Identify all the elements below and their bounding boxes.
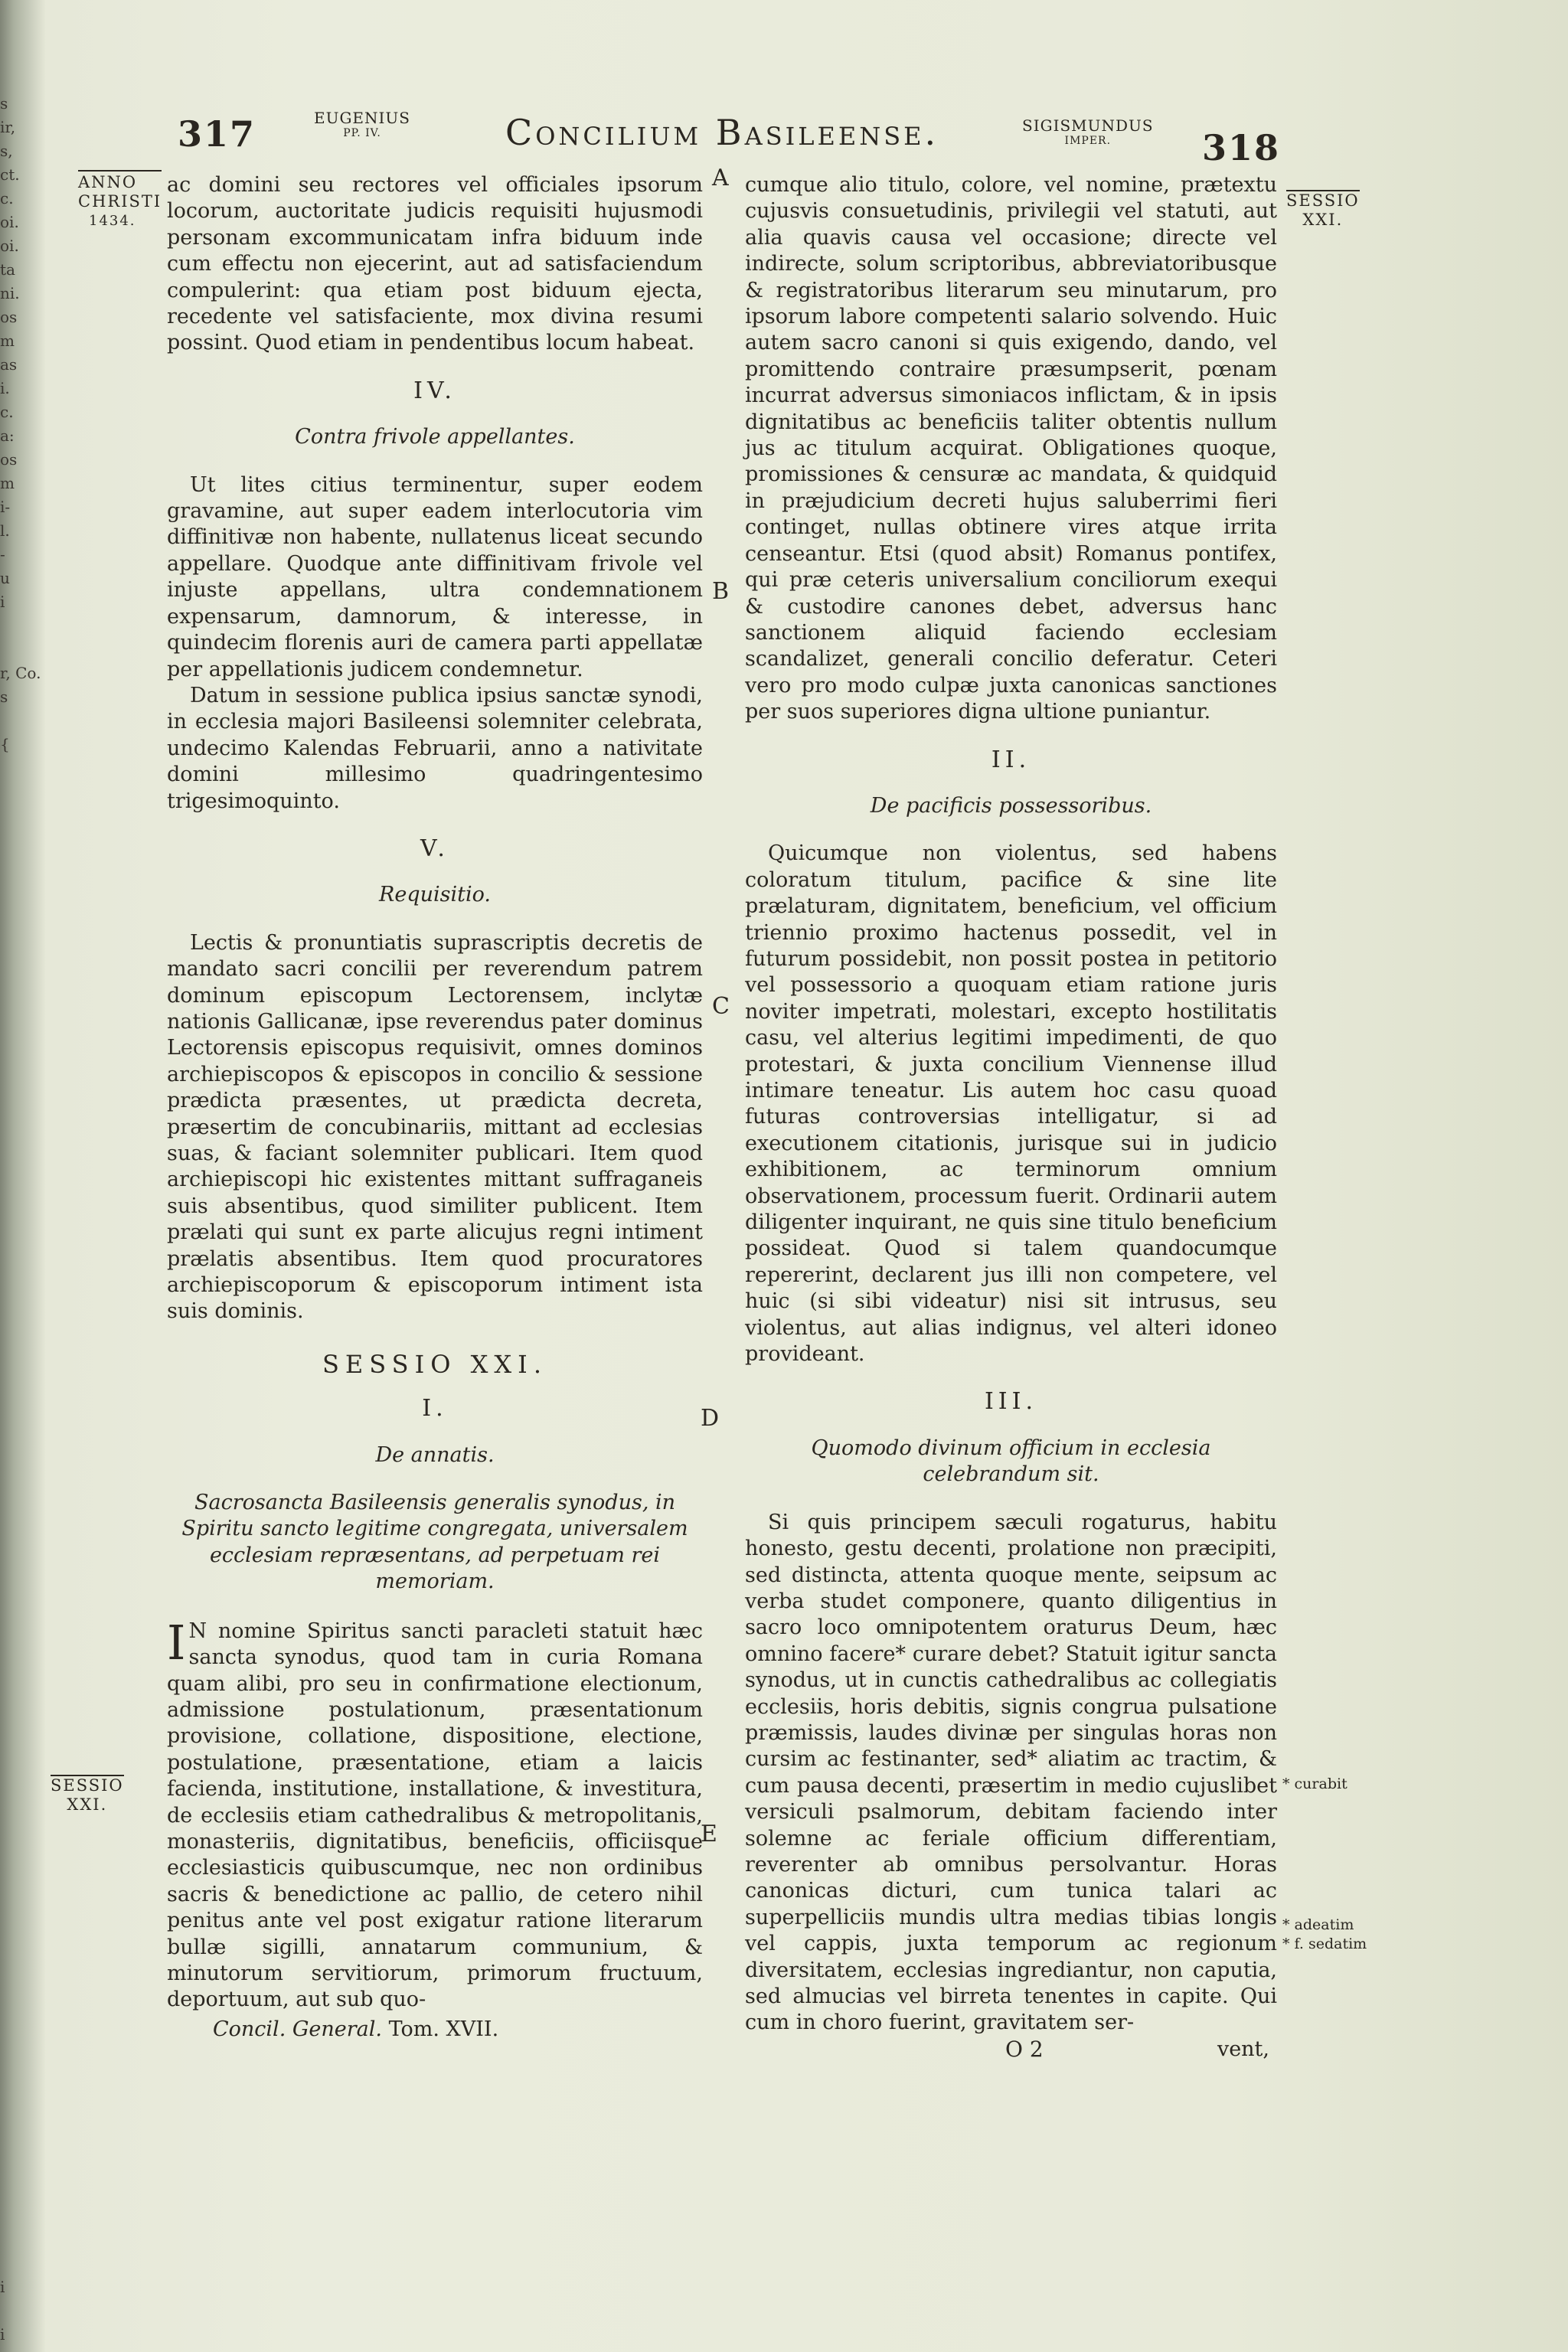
gutter-fragment xyxy=(0,1896,28,1919)
gutter-fragment xyxy=(0,1563,28,1587)
gutter-fragment xyxy=(0,875,28,899)
gutter-fragment: i. xyxy=(0,379,10,397)
gutter-fragment: ir, xyxy=(0,118,16,136)
gutter-fragment xyxy=(0,1801,28,1824)
margin-sessio-left xyxy=(51,1775,124,1815)
gutter-fragment: l. xyxy=(0,521,10,540)
title-i: De annatis. xyxy=(375,1442,495,1467)
gutter-fragment: a: xyxy=(0,426,15,445)
gutter-fragment xyxy=(0,1943,28,1967)
gutter-fragment xyxy=(0,1255,28,1279)
paragraph-iii: Si quis principem sæculi rogaturus, habitu honesto, gestu decenti, prolatione non præcipiti, sed distincta, attenta quoque mente, seipsum ac verba studet componere, quanto diligentius in sacro loco omnipotentem oraturus Deum, hæc omnino facere* curare debet? Statuit igitur sancta synodus, ut in cunctis cathedralibus ac collegiatis ecclesiis, horis debitis, signis congrua pulsatione præmissis, laudes divinæ per singulas horas non cursim ac festinanter, sed* aliatim ac tractim, & cum pausa decenti, præsertim in medio cujuslibet versiculi psalmorum, debitam faciendo inter solemne ac feriale officium differentiam, reverenter ab omnibus persolvantur. Horas canonicas dicturi, cum tunica talari ac superpelliciis mundis ultra medias tibias longis vel cappis, juxta temporum ac regionum diversitatem, ecclesias ingrediantur, non caputia, sed almucias vel birreta tenentes in capite. Qui cum in choro fuerint, gravitatem ser- xyxy=(745,1510,1277,2035)
facing-page-edge xyxy=(0,92,41,2344)
gutter-fragment xyxy=(0,780,28,804)
gutter-fragment xyxy=(0,709,28,733)
gutter-fragment: s xyxy=(0,94,8,113)
gutter-fragment xyxy=(0,1848,28,1872)
left-column xyxy=(167,172,703,2043)
gutter-fragment: i xyxy=(0,593,5,611)
initial-letter: I xyxy=(167,1614,186,1671)
gutter-fragment: ni. xyxy=(0,284,20,302)
title-iii: Quomodo divinum officium in ecclesia celebrandum sit. xyxy=(811,1436,1211,1487)
title-v: Requisitio. xyxy=(379,883,491,907)
gutter-fragment xyxy=(0,1516,28,1540)
gutter-fragment xyxy=(0,1136,28,1160)
margin-note-adeatim-text: * adeatim xyxy=(1282,1916,1354,1933)
gutter-fragment xyxy=(0,1018,28,1041)
gutter-fragment xyxy=(0,1635,28,1658)
paragraph-v: Lectis & pronuntiatis suprascriptis decretis de mandato sacri concilii per reverendum patrem dominum episcopum Lectorensem, inclytæ nationis Gallicanæ, ipse reverendus pater dominus Lectorensis episcopus requisivit, omnes dominos archiepiscopos & episcopos in concilio & sessione prædicta præsentes, ut prædicta decreta, præsertim de concubinariis, mittant ad ecclesias suas, & faciant solemniter publicari. Item quod archiepiscopi hic existentes mittant suffraganeis suis absentibus, quod similiter publicent. Item prælati qui sunt ex parte alicujus regni intiment prælatis absentibus. Item quod procuratores archiepiscoporum & episcoporum intiment ista suis dominis. xyxy=(167,930,703,1324)
section-letter-c: C xyxy=(712,993,730,1020)
gutter-fragment: as xyxy=(0,355,18,374)
gutter-fragment xyxy=(0,1421,28,1445)
right-column xyxy=(745,172,1277,2064)
gutter-fragment xyxy=(0,804,28,828)
gutter-fragment xyxy=(0,828,28,851)
gutter-fragment: s, xyxy=(0,142,13,160)
gutter-fragment xyxy=(0,1611,28,1635)
catchword: vent, xyxy=(1217,2037,1269,2061)
gutter-fragment: ct. xyxy=(0,165,20,184)
gutter-fragment xyxy=(0,1374,28,1397)
gutter-fragment xyxy=(0,1089,28,1112)
margin-sessio-left-number: XXI. xyxy=(67,1795,108,1814)
footer-tome: Tom. XVII. xyxy=(388,2017,499,2041)
page-foot-right xyxy=(745,2037,1277,2064)
gutter-fragment xyxy=(0,851,28,875)
paragraph-left-1: ac domini seu rectores vel officiales ipsorum locorum, auctoritate judicis requisiti hujusmodi personam excommunicatam infra biduum inde cum effectu non ejecerint, aut ad satisfaciendum compulerint: qua etiam post biduum ejecta, recedente vel satisfaciente, mox divina resumi possint. Quod etiam in pendentibus locum habeat. xyxy=(167,173,703,355)
gutter-fragment xyxy=(0,1350,28,1374)
gutter-fragment xyxy=(0,1160,28,1184)
gutter-fragment xyxy=(0,1184,28,1207)
gutter-fragment: oi. xyxy=(0,213,19,231)
margin-year: 1434. xyxy=(89,213,136,229)
gutter-fragment xyxy=(0,2228,28,2252)
gutter-fragment xyxy=(0,1279,28,1302)
gutter-fragment xyxy=(0,2299,28,2323)
gutter-fragment xyxy=(0,756,28,780)
heading-iii: III. xyxy=(984,1388,1038,1416)
preamble: Sacrosancta Basileensis generalis synodus, in Spiritu sancto legitime congregata, universalem ecclesiam repræsentans, ad perpetuam rei memoriam. xyxy=(181,1491,688,1594)
signature-mark: O 2 xyxy=(1005,2036,1044,2062)
margin-note-adeatim xyxy=(1282,1916,1367,1954)
gutter-fragment xyxy=(0,614,28,638)
gutter-fragment xyxy=(0,1540,28,1563)
running-head-left-name: EUGENIUS xyxy=(314,109,410,127)
gutter-fragment xyxy=(0,1112,28,1136)
running-header xyxy=(0,107,1568,176)
gutter-fragment xyxy=(0,2157,28,2180)
margin-note-sedatim-text: * f. sedatim xyxy=(1282,1936,1367,1952)
gutter-fragment: r, Co. xyxy=(0,664,41,682)
gutter-fragment: m xyxy=(0,332,15,350)
gutter-fragment xyxy=(0,2252,28,2275)
gutter-fragment xyxy=(0,1730,28,1753)
title-ii: De pacificis possessoribus. xyxy=(870,793,1152,818)
gutter-fragment xyxy=(0,2109,28,2133)
gutter-fragment xyxy=(0,2180,28,2204)
gutter-fragment xyxy=(0,1207,28,1231)
gutter-fragment: - xyxy=(0,545,5,564)
running-head-right-name: SIGISMUNDUS xyxy=(1022,116,1154,135)
gutter-fragment: ta xyxy=(0,260,15,279)
footer-signature xyxy=(167,2017,703,2043)
gutter-fragment xyxy=(0,638,28,662)
section-letter-d: D xyxy=(701,1405,720,1432)
running-head-right-sub: IMPER. xyxy=(1064,135,1112,147)
paragraph-i-text: N nomine Spiritus sancti paracleti statuit hæc sancta synodus, quod tam in curia Romana quam alibi, pro seu in confirmatione electionum, admissione postulationum, præsentationum provisione, collatione, dispositione, electione, postulatione, præsentatione, etiam a laicis facienda, institutione, installatione, & investitura, de ecclesiis etiam cathedralibus & metropolitanis, monasteriis, dignitatibus, beneficiis, officiisque ecclesiasticis quibuscumque, nec non ordinibus sacris & benedictione ac pallio, de cetero nihil penitus ante vel post exigatur ratione literarum bullæ sigilli, annatarum communium, & minutorum servitiorum, primorum fructuum, deportuum, aut sub quo- xyxy=(167,1619,703,2012)
margin-sessio-right-number: XXI. xyxy=(1302,211,1344,229)
gutter-fragment: c. xyxy=(0,189,14,207)
heading-i: I. xyxy=(422,1395,448,1423)
paragraph-ii: Quicumque non violentus, sed habens coloratum titulum, pacifice & sine lite prælaturam, dignitatem, beneficium, vel officium triennio proximo hactenus possedit, vel in futurum possidebit, non possit postea in petitorio vel possessorio a quoquam etiam ratione juris noviter impetrati, molestari, excepto hostilitatis casu, vel alterius legitimi impedimenti, de quo protestari, & juxta concilium Viennense illud intimare teneatur. Lis autem hoc casu quoad futuras controversias intelligatur, si ad executionem citationis, jurisque sui in judicio exhibitionem, ac terminorum omnium observationem, processum fuerit. Ordinarii autem diligenter inquirant, ne quis sine titulo beneficium possideat. Quod si talem quandocumque repererint, declarent jus illi non competere, vel huic (si sibi videatur) nisi sit intrusus, seu violentus, aut alias indignus, vel alteri idoneo provideant. xyxy=(745,841,1277,1367)
gutter-fragment xyxy=(0,1777,28,1801)
gutter-fragment xyxy=(0,2062,28,2086)
gutter-fragment xyxy=(0,1397,28,1421)
page-number-right: 318 xyxy=(1202,127,1281,168)
gutter-fragment xyxy=(0,970,28,994)
section-letter-e: E xyxy=(701,1821,717,1847)
gutter-fragment xyxy=(0,1872,28,1896)
gutter-fragment xyxy=(0,2014,28,2038)
gutter-fragment xyxy=(0,1753,28,1777)
gutter-fragment xyxy=(0,1587,28,1611)
gutter-fragment: u xyxy=(0,569,10,587)
gutter-fragment xyxy=(0,923,28,946)
gutter-fragment: i xyxy=(0,2325,5,2344)
margin-sessio-right-label: SESSIO xyxy=(1286,191,1360,210)
gutter-fragment xyxy=(0,2204,28,2228)
heading-sessio-xxi: SESSIO XXI. xyxy=(322,1349,547,1379)
gutter-fragment xyxy=(0,2038,28,2062)
page-number-left: 317 xyxy=(178,113,256,155)
margin-sessio-left-label: SESSIO xyxy=(51,1776,124,1795)
running-head-left-sub: PP. IV. xyxy=(343,127,381,139)
gutter-fragment: { xyxy=(0,735,10,753)
heading-v: V. xyxy=(420,835,449,862)
gutter-fragment xyxy=(0,1991,28,2014)
gutter-fragment xyxy=(0,1468,28,1492)
margin-christi-label: CHRISTI xyxy=(78,192,162,211)
gutter-fragment: os xyxy=(0,450,18,469)
gutter-fragment xyxy=(0,1919,28,1943)
heading-iv: IV. xyxy=(413,377,456,404)
gutter-fragment: c. xyxy=(0,403,14,421)
gutter-fragment xyxy=(0,1967,28,1991)
gutter-fragment xyxy=(0,1302,28,1326)
margin-anno xyxy=(78,170,162,230)
title-iv: Contra frivole appellantes. xyxy=(295,425,575,449)
gutter-fragment xyxy=(0,2133,28,2157)
paragraph-datum: Datum in sessione publica ipsius sanctæ synodi, in ecclesia majori Basileensi solemniter celebrata, undecimo Kalendas Februarii, anno a nativitate domini millesimo quadringentesimo trigesimoquinto. xyxy=(167,683,703,813)
gutter-fragment xyxy=(0,2086,28,2109)
gutter-fragment xyxy=(0,1824,28,1848)
gutter-fragment: i xyxy=(0,2278,5,2296)
paragraph-i xyxy=(167,1614,703,2014)
gutter-fragment xyxy=(0,1065,28,1089)
gutter-fragment xyxy=(0,1041,28,1065)
section-letter-b: B xyxy=(712,578,730,605)
gutter-fragment xyxy=(0,1445,28,1468)
running-head-right xyxy=(1022,118,1154,149)
gutter-fragment xyxy=(0,1706,28,1730)
gutter-fragment xyxy=(0,1658,28,1682)
gutter-fragment: s xyxy=(0,688,8,706)
running-head-left xyxy=(314,110,410,141)
gutter-fragment xyxy=(0,1682,28,1706)
footer-title: Concil. General. xyxy=(213,2017,382,2041)
heading-ii: II. xyxy=(991,746,1031,773)
paragraph-right-1: cumque alio titulo, colore, vel nomine, prætextu cujusvis consuetudinis, privilegii vel statuti, aut alia quavis causa vel occasione; directe vel indirecte, solum scriptoribus, abbreviatoribusque & registratoribus literarum seu minutarum, pro ipsorum labore competenti salario solvendo. Huic autem sacro canoni si quis exigendo, dando, vel promittendo contraire præsumpserit, pœnam incurrat adversus simoniacos inflictam, & in ipsis dignitatibus ac beneficiis taliter obtentis nullum jus ac titulum acquirat. Obligationes quoque, promissiones & censuræ ac mandata, & quidquid in præjudicium decreti hujus saluberrimi fieri continget, nullas obtinere vires atque irrita censeantur. Etsi (quod absit) Romanus pontifex, qui præ ceteris universalium conciliorum exequi & custodire canones debet, adversus hanc sanctionem aliquid faciendo ecclesiam scandalizet, generali concilio deferatur. Ceteri vero pro modo culpæ juxta canonicas sanctiones per suos superiores digna ultione puniantur. xyxy=(745,173,1277,724)
gutter-fragment: os xyxy=(0,308,18,326)
gutter-fragment xyxy=(0,1492,28,1516)
margin-anno-label: ANNO xyxy=(78,173,138,191)
gutter-fragment xyxy=(0,946,28,970)
gutter-fragment xyxy=(0,994,28,1018)
margin-sessio-right xyxy=(1286,190,1360,230)
gutter-fragment xyxy=(0,1231,28,1255)
page-title: Concilium Basileense. xyxy=(505,112,939,153)
gutter-fragment: m xyxy=(0,474,15,492)
gutter-fragment xyxy=(0,899,28,923)
section-letter-a: A xyxy=(712,165,729,191)
gutter-fragment xyxy=(0,1326,28,1350)
margin-note-curabit: * curabit xyxy=(1282,1775,1348,1792)
gutter-fragment: i- xyxy=(0,498,11,516)
paragraph-iv: Ut lites citius terminentur, super eodem gravamine, aut super eadem interlocutoria vim diffinitivæ non habente, nullatenus liceat secundo appellare. Quodque ante diffinitivam frivole vel injuste appellans, ultra condemnationem expensarum, damnorum, & interesse, in quindecim florenis auri de camera parti appellatæ per appellationis judicem condemnetur. xyxy=(167,472,703,681)
gutter-fragment: oi. xyxy=(0,237,19,255)
